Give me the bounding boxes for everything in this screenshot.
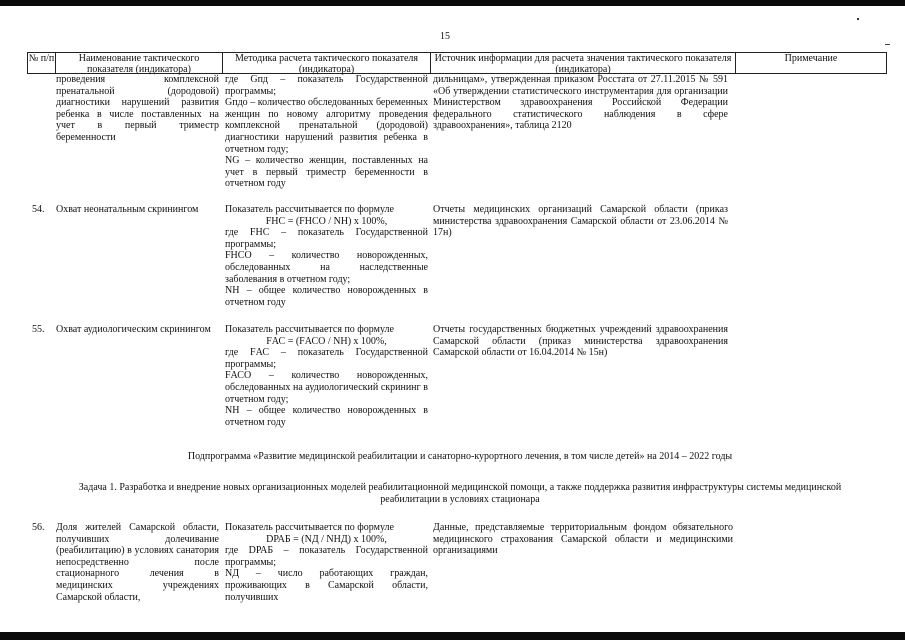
method-line: FАСО – количество новорожденных, обследованных на аудиологический скрининг в отчетном году;	[225, 370, 428, 405]
formula: DРАБ = (NД / NНД) х 100%,	[266, 533, 387, 545]
header-source: Источник информации для расчета значения тактического показателя (индикатора)	[430, 52, 735, 74]
method-line: NД – число работающих граждан, проживающих в Самарской области, получивших	[225, 568, 428, 603]
source-text: Отчеты государственных бюджетных учреждений здравоохранения Самарской области (приказ министерства здравоохранения Самарской области от 16.04.2014 № 15н)	[433, 324, 728, 359]
method-line: NН – общее количество новорожденных в отчетном году	[225, 405, 428, 428]
header-note: Примечание	[735, 52, 887, 74]
method-line: Gпдо – количество обследованных беременных женщин по новому алгоритму проведения комплексной пренатальной (дородовой) диагностики нарушений развития ребенка в отчетном году;	[225, 97, 428, 155]
formula: FНС = (FНСО / NН) х 100%,	[265, 215, 388, 227]
top-border	[0, 0, 905, 6]
header-num: № п/п	[27, 52, 55, 74]
method-text	[225, 324, 428, 428]
method-text	[225, 522, 428, 603]
method-line: NН – общее количество новорожденных в отчетном году	[225, 285, 428, 308]
method-line: Показатель рассчитывается по формуле	[225, 522, 394, 533]
source-text: Отчеты медицинских организаций Самарской области (приказ министерства здравоохранения Самарской области от 23.06.2014 № 17н)	[433, 204, 728, 239]
method-line: Показатель рассчитывается по формуле	[225, 204, 394, 215]
method-line: где Gпд – показатель Государственной программы;	[225, 74, 428, 97]
header-name: Наименование тактического показателя (индикатора)	[55, 52, 222, 74]
subprogram-heading: Подпрограмма «Развитие медицинской реабилитации и санаторно-курортного лечения, в том числе детей» на 2014 – 2022 годы	[187, 451, 733, 462]
method-text	[225, 74, 428, 190]
method-text	[225, 204, 428, 308]
row-number: 55.	[32, 324, 45, 335]
source-text: Данные, представляемые территориальным фондом обязательного медицинского страхования Самарской области и медицинскими организациями	[433, 522, 733, 557]
row-number: 56.	[32, 522, 45, 533]
method-line: где DРАБ – показатель Государственной программы;	[225, 545, 428, 568]
bottom-border	[0, 632, 905, 640]
method-line: где FАС – показатель Государственной программы;	[225, 347, 428, 370]
header-method: Методика расчета тактического показателя (индикатора)	[222, 52, 430, 74]
method-line: FНСО – количество новорожденных, обследованных на наследственные заболевания в отчетном году;	[225, 250, 428, 285]
task-heading: Задача 1. Разработка и внедрение новых организационных моделей реабилитационной медицинской помощи, а также поддержка развития инфраструктуры системы медицинской реабилитации в условиях стационара	[78, 482, 842, 505]
method-line: где FНС – показатель Государственной программы;	[225, 227, 428, 250]
indicator-name: Охват аудиологическим скринингом	[56, 324, 211, 335]
indicator-name: проведения комплексной пренатальной (дородовой) диагностики нарушений развития ребенка в числе поставленных на учет в первый триместр беременности	[56, 74, 219, 143]
indicator-name: Доля жителей Самарской области, получивших долечивание (реабилитацию) в условиях санатория непосредственно после стационарного лечения в медицинских учреждениях Самарской области,	[56, 522, 219, 603]
method-line: Показатель рассчитывается по формуле	[225, 324, 394, 335]
method-line: NG – количество женщин, поставленных на учет в первый триместр беременности в отчетном году	[225, 155, 428, 190]
page-number: 15	[440, 31, 450, 42]
source-text: дильницам», утвержденная приказом Росстата от 27.11.2015 № 591 «Об утверждении статистического инструментария для организации Министерством здравоохранения Российской Федерации федерального статистического наблюдения в сфере здравоохранения», таблица 2120	[433, 74, 728, 132]
indicator-name: Охват неонатальным скринингом	[56, 204, 199, 215]
scan-speck	[857, 18, 859, 20]
formula: FАС = (FАСО / NН) х 100%,	[266, 335, 387, 347]
scan-mark	[885, 44, 890, 45]
row-number: 54.	[32, 204, 45, 215]
